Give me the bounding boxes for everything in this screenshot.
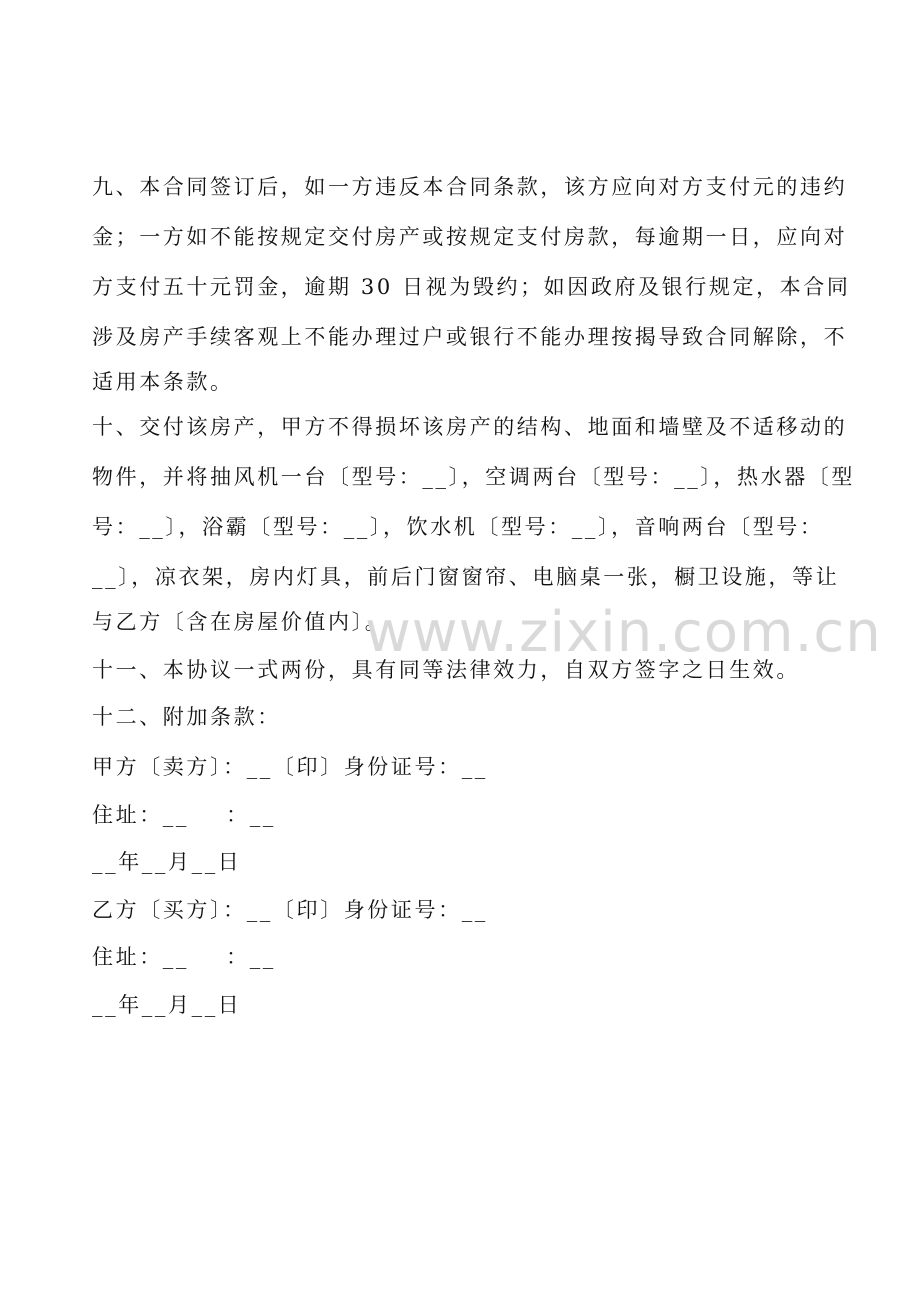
clause-10-line: 与乙方〔含在房屋价值内〕。 xyxy=(92,610,389,634)
clause-10-line: 十、交付该房产，甲方不得损坏该房产的结构、地面和墙壁及不适移动的 xyxy=(92,415,848,439)
clause-9-line: 涉及房产手续客观上不能办理过户或银行不能办理按揭导致合同解除，不 xyxy=(92,325,848,349)
clause-10-line: __〕，凉衣架，房内灯具，前后门窗窗帘、电脑桌一张，橱卫设施，等让 xyxy=(92,565,840,589)
clause-11: 十一、本协议一式两份，具有同等法律效力，自双方签字之日生效。 xyxy=(92,658,800,682)
clause-12-heading: 十二、附加条款： xyxy=(92,705,281,729)
party-a-address: 住址：__ ：__ xyxy=(92,803,276,827)
clause-9-line: 适用本条款。 xyxy=(92,370,234,394)
party-b-address: 住址：__ ：__ xyxy=(92,945,276,969)
party-a-signature-line: 甲方〔卖方〕：__〔印〕身份证号：__ xyxy=(92,755,488,779)
clause-9-line: 九、本合同签订后，如一方违反本合同条款，该方应向对方支付元的违约 xyxy=(92,175,848,199)
party-a-date: __年__月__日 xyxy=(92,850,242,874)
clause-10-line: 物件，并将抽风机一台〔型号：__〕，空调两台〔型号：__〕，热水器〔型 xyxy=(92,465,855,489)
watermark: www.zixin.com.cn xyxy=(365,600,882,665)
clause-9-line: 方支付五十元罚金，逾期 30 日视为毁约；如因政府及银行规定，本合同 xyxy=(92,275,851,299)
clause-10-line: 号：__〕，浴霸〔型号：__〕，饮水机〔型号：__〕，音响两台〔型号： xyxy=(92,515,824,539)
clause-9-line: 金；一方如不能按规定交付房产或按规定支付房款，每逾期一日，应向对 xyxy=(92,225,848,249)
party-b-signature-line: 乙方〔买方〕：__〔印〕身份证号：__ xyxy=(92,898,488,922)
party-b-date: __年__月__日 xyxy=(92,993,242,1017)
